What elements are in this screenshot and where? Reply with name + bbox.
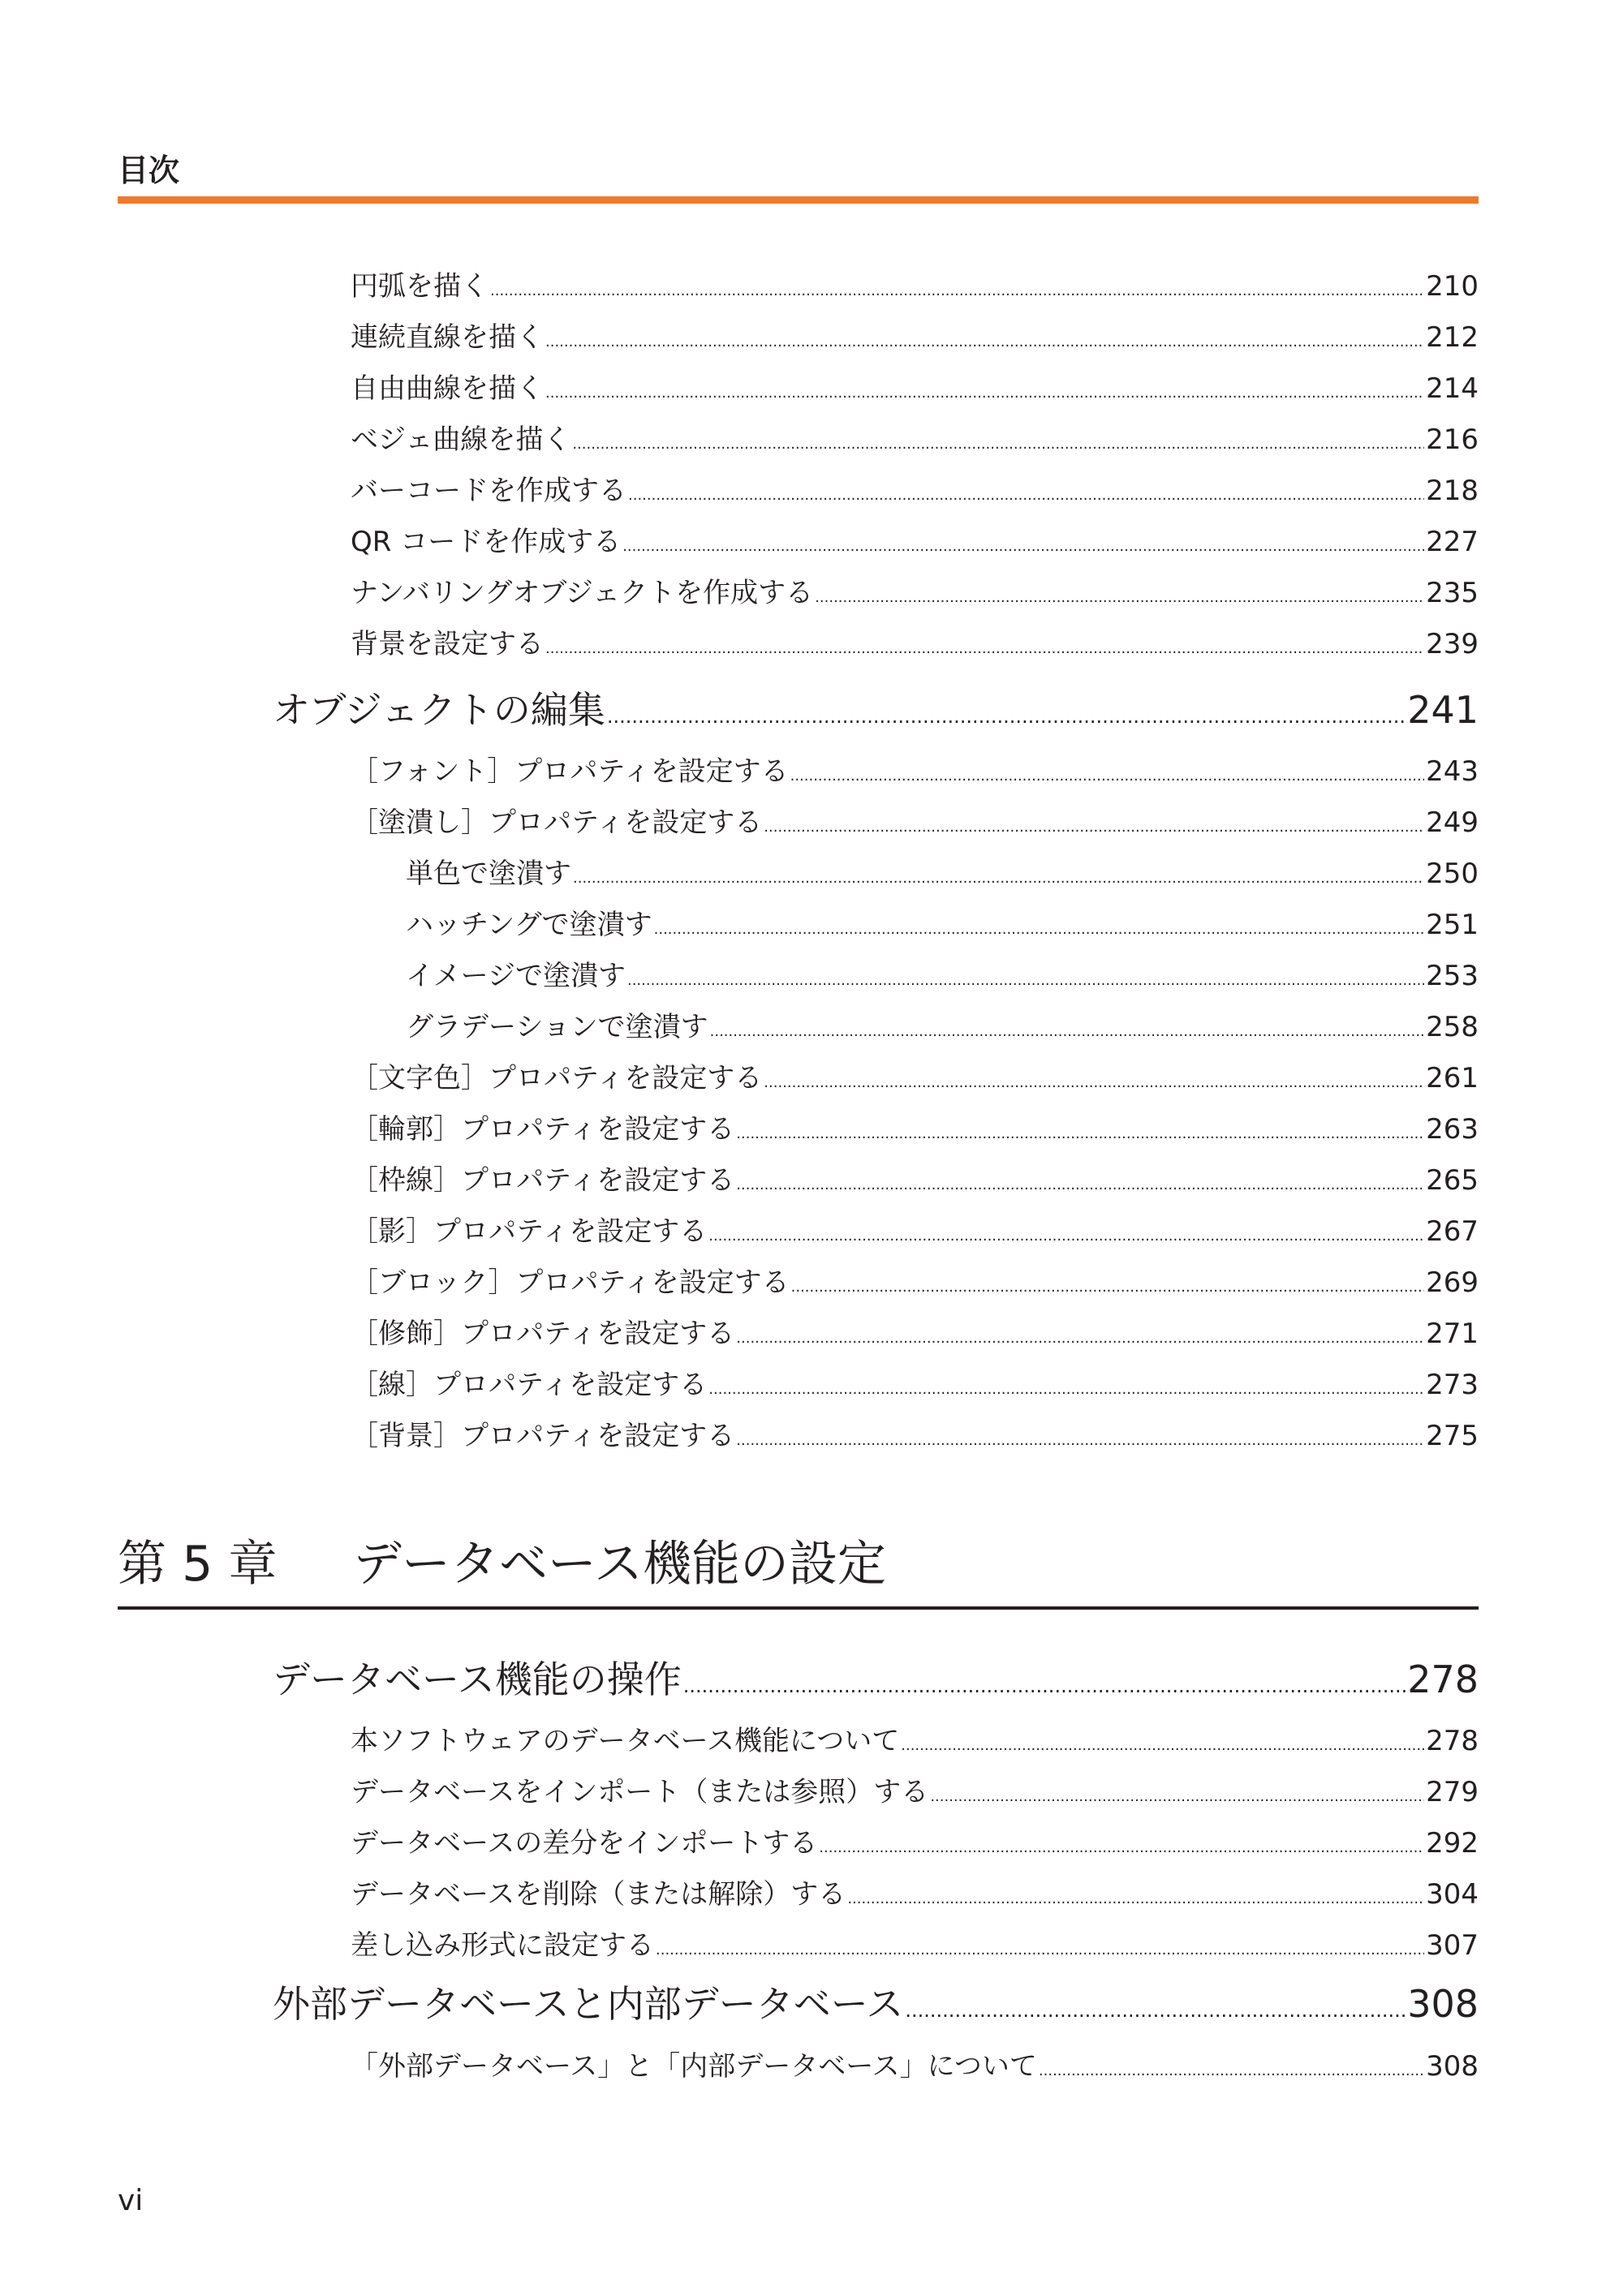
toc-entry-page: 212	[1426, 321, 1479, 354]
toc-entry-label: ［文字色］プロパティを設定する	[351, 1062, 763, 1094]
toc-entry-label: ナンバリングオブジェクトを作成する	[351, 577, 814, 609]
toc-entry-label: ［ブロック］プロパティを設定する	[351, 1266, 790, 1299]
dot-leader	[764, 809, 1424, 846]
toc-entry-label: ［輪郭］プロパティを設定する	[351, 1113, 735, 1146]
toc-entry[interactable]	[351, 1060, 1479, 1097]
toc-entry-page: 258	[1426, 1011, 1479, 1043]
toc-entry-label: ［フォント］プロパティを設定する	[351, 755, 789, 788]
toc-entry-page: 243	[1426, 755, 1479, 788]
dot-leader	[607, 692, 1406, 741]
dot-leader	[1039, 2053, 1424, 2090]
dot-leader	[736, 1167, 1424, 1204]
dot-leader	[847, 1881, 1424, 1918]
toc-entry-label: ［影］プロパティを設定する	[351, 1215, 708, 1248]
toc-entry-label: バーコードを作成する	[351, 475, 626, 507]
toc-entry-label: 連続直線を描く	[351, 321, 544, 354]
toc-entry-label: ［修飾］プロパティを設定する	[351, 1318, 735, 1350]
toc-entry[interactable]	[351, 472, 1479, 510]
dot-leader	[710, 1013, 1424, 1051]
toc-entry[interactable]	[351, 1111, 1479, 1148]
toc-entry[interactable]	[351, 804, 1479, 841]
toc-entry[interactable]	[351, 523, 1479, 561]
toc-entry[interactable]	[351, 753, 1479, 790]
dot-leader	[819, 1829, 1424, 1867]
toc-section-label: オブジェクトの編集	[273, 688, 605, 732]
toc-entry-label: ［塗潰し］プロパティを設定する	[351, 806, 763, 839]
dot-leader	[790, 758, 1425, 795]
dot-leader	[901, 1727, 1424, 1765]
toc-section[interactable]	[273, 1980, 1479, 2028]
toc-entry-label: データベースの差分をインポートする	[351, 1827, 818, 1860]
dot-leader	[930, 1778, 1424, 1816]
toc-entry-page: 214	[1426, 372, 1479, 405]
dot-leader	[622, 528, 1424, 565]
chapter-title: データベース機能の設定	[353, 1536, 886, 1593]
toc-entry-page: 265	[1426, 1164, 1479, 1197]
toc-entry-page: 279	[1426, 1776, 1479, 1808]
toc-section-page: 308	[1407, 1982, 1479, 2026]
toc-entry-page: 261	[1426, 1062, 1479, 1094]
toc-entry-label: 自由曲線を描く	[351, 372, 544, 405]
toc-section-label: データベース機能の操作	[273, 1658, 682, 1701]
toc-entry-label: グラデーションで塗潰す	[406, 1011, 708, 1043]
dot-leader	[736, 1422, 1424, 1460]
toc-entry-page: 251	[1426, 909, 1479, 941]
toc-entry[interactable]	[351, 1315, 1479, 1352]
toc-entry-page: 273	[1426, 1369, 1479, 1401]
toc-entry-label: 「外部データベース」と「内部データベース」について	[351, 2050, 1037, 2083]
dot-leader	[572, 426, 1424, 463]
toc-section[interactable]	[273, 686, 1479, 734]
toc-entry-page: 253	[1426, 960, 1479, 992]
toc-entry-page: 271	[1426, 1318, 1479, 1350]
toc-subentry[interactable]	[406, 855, 1479, 892]
toc-entry-page: 308	[1426, 2050, 1479, 2083]
toc-subentry[interactable]	[406, 1008, 1479, 1046]
dot-leader	[736, 1320, 1424, 1357]
dot-leader	[791, 1269, 1424, 1306]
toc-entry[interactable]	[351, 1927, 1479, 1964]
toc-section-page: 278	[1407, 1658, 1479, 1701]
toc-entry-page: 249	[1426, 806, 1479, 839]
dot-leader	[545, 324, 1424, 361]
toc-entry[interactable]	[351, 268, 1479, 305]
dot-leader	[736, 1116, 1424, 1153]
toc-entry-page: 250	[1426, 858, 1479, 890]
toc-entry-label: 本ソフトウェアのデータベース機能について	[351, 1725, 900, 1757]
toc-entry[interactable]	[351, 1722, 1479, 1760]
toc-entry[interactable]	[351, 421, 1479, 458]
toc-entry[interactable]	[351, 1213, 1479, 1250]
toc-subentry[interactable]	[406, 957, 1479, 995]
running-header-title: 目次	[118, 153, 180, 188]
toc-entry[interactable]	[351, 1774, 1479, 1811]
toc-entry-label: 単色で塗潰す	[406, 858, 571, 890]
toc-entry-page: 216	[1426, 424, 1479, 456]
dot-leader	[905, 1986, 1406, 2035]
toc-entry-page: 275	[1426, 1420, 1479, 1452]
toc-entry-page: 267	[1426, 1215, 1479, 1248]
toc-entry[interactable]	[351, 1825, 1479, 1862]
toc-entry[interactable]	[351, 370, 1479, 407]
dot-leader	[545, 375, 1424, 412]
dot-leader	[683, 1662, 1406, 1710]
dot-leader	[708, 1218, 1424, 1255]
toc-entry-page: 292	[1426, 1827, 1479, 1860]
toc-entry-label: ［背景］プロパティを設定する	[351, 1420, 735, 1452]
toc-entry-label: ハッチングで塗潰す	[406, 909, 652, 941]
dot-leader	[815, 579, 1424, 617]
toc-entry-label: ベジェ曲線を描く	[351, 424, 571, 456]
dot-leader	[764, 1064, 1424, 1102]
toc-entry-page: 307	[1426, 1929, 1479, 1962]
dot-leader	[656, 1932, 1424, 1969]
toc-entry-label: ［枠線］プロパティを設定する	[351, 1164, 735, 1197]
toc-entry-label: データベースを削除（または解除）する	[351, 1878, 846, 1911]
dot-leader	[573, 860, 1424, 897]
toc-entry-page: 218	[1426, 475, 1479, 507]
toc-entry-label: 背景を設定する	[351, 628, 544, 660]
toc-entry-page: 210	[1426, 270, 1479, 303]
toc-entry-label: 円弧を描く	[351, 270, 489, 303]
toc-entry[interactable]	[351, 1417, 1479, 1455]
dot-leader	[627, 962, 1424, 1000]
toc-entry-label: ［線］プロパティを設定する	[351, 1369, 708, 1401]
toc-section-page: 241	[1407, 688, 1479, 732]
toc-entry-page: 227	[1426, 526, 1479, 558]
toc-entry-label: 差し込み形式に設定する	[351, 1929, 654, 1962]
toc-entry-label: イメージで塗潰す	[406, 960, 626, 992]
toc-entry[interactable]	[351, 1162, 1479, 1199]
toc-entry[interactable]	[351, 319, 1479, 356]
toc-entry-page: 235	[1426, 577, 1479, 609]
toc-entry[interactable]	[351, 1264, 1479, 1301]
dot-leader	[490, 273, 1424, 310]
toc-section-label: 外部データベースと内部データベース	[273, 1982, 904, 2026]
toc-entry[interactable]	[351, 626, 1479, 663]
toc-entry[interactable]	[351, 2048, 1479, 2085]
chapter-number: 第 5 章	[118, 1536, 278, 1593]
dot-leader	[654, 911, 1424, 948]
toc-entry-page: 263	[1426, 1113, 1479, 1146]
dot-leader	[628, 477, 1424, 514]
toc-entry-label: QR コードを作成する	[351, 526, 622, 558]
toc-entry-page: 269	[1426, 1266, 1479, 1299]
dot-leader	[708, 1371, 1424, 1408]
toc-entry-label: データベースをインポート（または参照）する	[351, 1776, 929, 1808]
toc-entry[interactable]	[351, 574, 1479, 612]
toc-section[interactable]	[273, 1655, 1479, 1704]
page-number: vi	[118, 2184, 144, 2217]
toc-entry[interactable]	[351, 1366, 1479, 1404]
header-rule	[118, 196, 1479, 204]
toc-entry-page: 278	[1426, 1725, 1479, 1757]
toc-entry[interactable]	[351, 1876, 1479, 1913]
dot-leader	[545, 630, 1424, 668]
chapter-rule	[118, 1606, 1479, 1610]
toc-entry-page: 304	[1426, 1878, 1479, 1911]
toc-entry-page: 239	[1426, 628, 1479, 660]
chapter-heading	[118, 1532, 1479, 1597]
toc-subentry[interactable]	[406, 906, 1479, 944]
